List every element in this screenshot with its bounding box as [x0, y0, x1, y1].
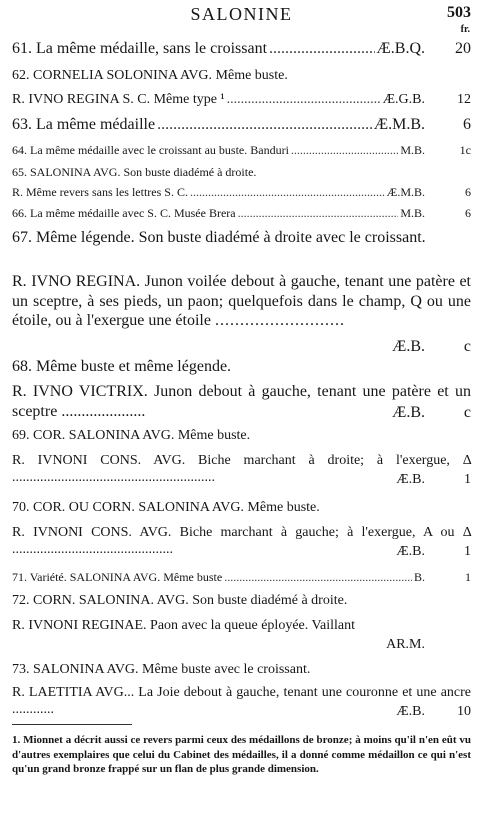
- entry-text: 71. Variété. SALONINA AVG. Même buste: [12, 570, 223, 584]
- entry-text: R. IVNONI CONS. AVG. Biche marchant à gauche; à l'exergue, A ou Δ: [12, 525, 471, 540]
- entry-67: [12, 228, 471, 248]
- entry-text: R. IVNONI CONS. AVG. Biche marchant à droite; à l'exergue, Δ: [12, 453, 471, 468]
- entry-value: 6: [463, 116, 471, 133]
- entry-metal: Æ.B.: [392, 338, 425, 355]
- entry-value: [425, 637, 471, 653]
- footnote-rule: [12, 724, 132, 725]
- entry-text: 64. La même médaille avec le croissant au buste. Banduri: [12, 143, 289, 157]
- entry-metal: Æ.B.: [392, 404, 425, 421]
- entry-65-reverse: [12, 185, 471, 200]
- running-header: [0, 2, 483, 26]
- entry-70: [12, 500, 471, 516]
- entry-72-reverse: [12, 617, 471, 652]
- entry-text: R. IVNO VICTRIX. Junon debout à gauche, tenant une patère et un sceptre: [12, 383, 471, 420]
- entry-text: 73. SALONINA AVG. Même buste avec le croissant.: [12, 662, 311, 677]
- entry-text: 69. COR. SALONINA AVG. Même buste.: [12, 428, 251, 443]
- running-title: SALONINE: [190, 4, 293, 24]
- entry-65: [12, 165, 471, 180]
- entry-text: R. IVNO REGINA. Junon voilée debout à gauche, tenant une patère et un sceptre, à ses pieds, un paon; quelquefois dans le champ, Q ou une étoile, ou à l'exergue une étoile: [12, 273, 471, 330]
- entry-73: [12, 662, 471, 678]
- footnote: 1. Mionnet a décrit aussi ce revers parmi ceux des médaillons de bronze; à moins qu'il n'en eût vu d'autres exemplaires que celui du Cabinet des médailles, il a donné comme médaillon ce qui n'est qu'un grand bronze frappé sur un flan de plus grande dimension.: [12, 734, 471, 776]
- entry-metal: B.: [413, 570, 425, 584]
- entry-value: 6: [465, 206, 471, 220]
- entry-metal: M.B.: [400, 143, 425, 157]
- entry-67-reverse: R. IVNO REGINA. Junon voilée debout à gauche, tenant une patère et un sceptre, à ses pieds, un paon; quelquefois dans le champ, Q ou une étoile, ou à l'exergue une étoile .......................... Æ.B. c: [12, 273, 471, 355]
- entry-metal: Æ.M.B.: [373, 116, 425, 133]
- column-label: fr.: [460, 24, 470, 35]
- entry-62: [12, 68, 471, 84]
- entry-text: 68. Même buste et même légende.: [12, 358, 232, 375]
- entry-text: 72. CORN. SALONINA. AVG. Son buste diadémé à droite.: [12, 593, 348, 608]
- entry-66: [12, 206, 471, 221]
- entry-value: 1c: [459, 143, 471, 157]
- entry-metal: Æ.B.: [396, 472, 425, 487]
- entry-72: [12, 593, 471, 609]
- entry-62-reverse: [12, 92, 471, 108]
- entry-61: [12, 40, 471, 58]
- entry-text: 70. COR. OU CORN. SALONINA AVG. Même buste.: [12, 500, 320, 515]
- entry-value: 20: [455, 40, 471, 57]
- page-number: 503: [447, 4, 471, 21]
- entry-value: c: [463, 338, 471, 355]
- entry-63: [12, 116, 471, 134]
- entry-metal: Æ.B.: [396, 544, 425, 559]
- entry-69-reverse: R. IVNONI CONS. AVG. Biche marchant à droite; à l'exergue, Δ .......................................................... Æ.B. 1: [12, 453, 471, 487]
- entry-text: R. IVNONI REGINAE. Paon avec la queue éployée. Vaillant: [12, 618, 356, 633]
- entry-text: 65. SALONINA AVG. Son buste diadémé à droite.: [12, 165, 257, 179]
- entry-metal: Æ.G.B.: [382, 92, 425, 107]
- entry-64: [12, 143, 471, 158]
- entry-text: R. IVNO REGINA S. C. Même type ¹: [12, 92, 225, 107]
- entry-68-reverse: R. IVNO VICTRIX. Junon debout à gauche, tenant une patère et un sceptre ..................... Æ.B. c: [12, 383, 471, 421]
- entry-value: 1: [464, 472, 471, 487]
- entry-text: R. LAETITIA AVG... La Joie debout à gauche, tenant une couronne et une ancre: [12, 685, 471, 700]
- entry-value: c: [463, 404, 471, 421]
- entry-value: 6: [465, 185, 471, 199]
- entry-text: 66. La même médaille avec S. C. Musée Brera: [12, 206, 236, 220]
- entry-value: 12: [457, 92, 471, 107]
- entry-metal: AR.M.: [386, 637, 425, 652]
- entry-metal: Æ.B.Q.: [376, 40, 425, 57]
- entry-metal: M.B.: [400, 206, 425, 220]
- entry-value: 10: [457, 704, 471, 719]
- entry-metal: Æ.M.B.: [386, 185, 425, 199]
- entry-metal: Æ.B.: [396, 704, 425, 719]
- entry-68: [12, 358, 471, 376]
- entry-69: [12, 428, 471, 444]
- entry-text: 61. La même médaille, sans le croissant: [12, 40, 268, 57]
- entry-71: [12, 570, 471, 585]
- entry-value: 1: [465, 570, 471, 584]
- entry-70-reverse: R. IVNONI CONS. AVG. Biche marchant à gauche; à l'exergue, A ou Δ .............................................. Æ.B. 1: [12, 525, 471, 559]
- entry-value: 1: [464, 544, 471, 559]
- entry-73-reverse: R. LAETITIA AVG... La Joie debout à gauche, tenant une couronne et une ancre ............ Æ.B. 10: [12, 685, 471, 719]
- entry-text: 62. CORNELIA SOLONINA AVG. Même buste.: [12, 68, 288, 83]
- entry-text: 63. La même médaille: [12, 116, 156, 133]
- entry-text: R. Même revers sans les lettres S. C.: [12, 185, 188, 199]
- entry-text: 67. Même légende. Son buste diadémé à droite avec le croissant.: [12, 229, 426, 246]
